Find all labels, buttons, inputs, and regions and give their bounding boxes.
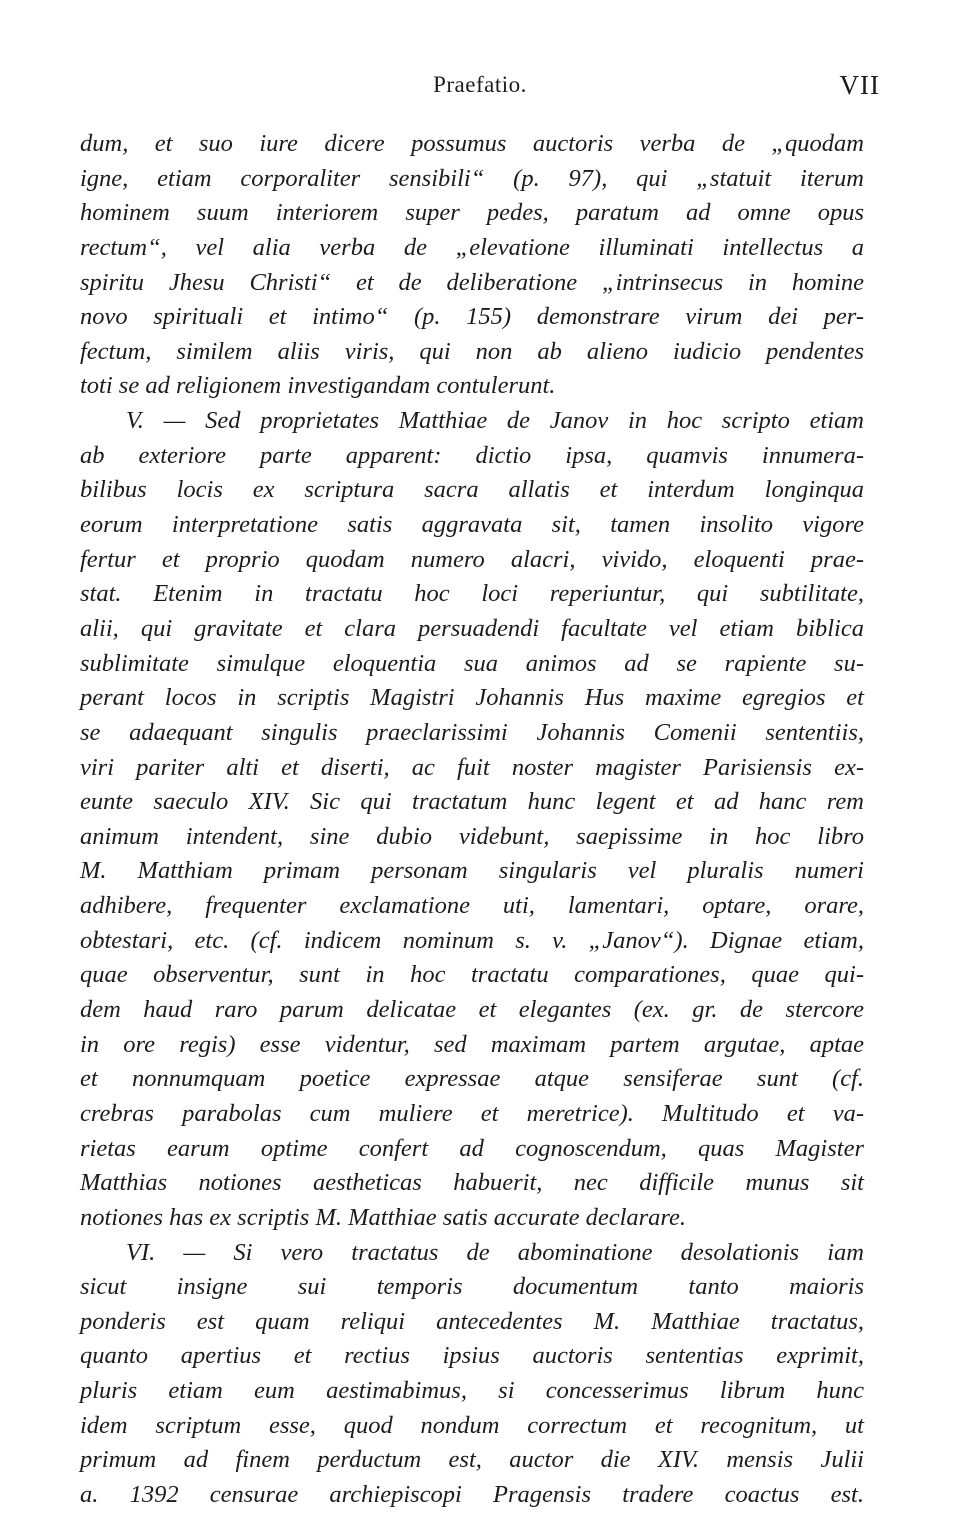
text-line: animum intendent, sine dubio videbunt, saepissime in hoc libro — [80, 822, 864, 850]
text-line: viri pariter alti et diserti, ac fuit noster magister Parisiensis ex- — [80, 753, 864, 781]
running-title: Praefatio. — [433, 72, 527, 97]
text-line: bilibus locis ex scriptura sacra allatis et interdum longinqua — [80, 476, 864, 504]
text-line: sicut insigne sui temporis documentum tanto maioris — [80, 1273, 864, 1301]
text-line: dum, et suo iure dicere possumus auctoris verba de „quodam — [80, 130, 864, 157]
text-line: fectum, similem aliis viris, qui non ab alieno iudicio pendentes — [80, 337, 864, 365]
text-line: dem haud raro parum delicatae et elegantes (ex. gr. de stercore — [80, 996, 864, 1024]
text-line: hominem suum interiorem super pedes, paratum ad omne opus — [80, 199, 864, 227]
text-line: M. Matthiam primam personam singularis vel pluralis numeri — [80, 857, 864, 885]
text-line: alii, qui gravitate et clara persuadendi facultate vel etiam biblica — [80, 614, 864, 642]
body-text — [80, 127, 864, 1513]
text-line: rectum“, vel alia verba de „elevatione illuminati intellectus a — [80, 233, 864, 261]
text-line: notiones has ex scriptis M. Matthiae satis accurate declarare. — [80, 1203, 687, 1231]
text-line: Matthias notiones aestheticas habuerit, nec difficile munus sit — [80, 1169, 864, 1197]
text-line: obtestari, etc. (cf. indicem nominum s. v. „Janov“). Dignae etiam, — [80, 926, 864, 954]
text-line: et nonnumquam poetice expressae atque sensiferae sunt (cf. — [80, 1065, 864, 1093]
text-line: idem scriptum esse, quod nondum correctum et recognitum, ut — [80, 1411, 864, 1439]
page-number: VII — [839, 70, 880, 100]
text-line: sublimitate simulque eloquentia sua animos ad se rapiente su- — [80, 649, 864, 677]
text-line: ab exteriore parte apparent: dictio ipsa, quamvis innumera- — [80, 441, 864, 469]
text-line: a. 1392 censurae archiepiscopi Pragensis tradere coactus est. — [80, 1480, 864, 1508]
text-line: crebras parabolas cum muliere et meretrice). Multitudo et va- — [80, 1099, 864, 1127]
text-line: novo spirituali et intimo“ (p. 155) demonstrare virum dei per- — [80, 303, 864, 331]
text-line: V. — Sed proprietates Matthiae de Janov in hoc scripto etiam — [126, 407, 864, 435]
text-line: spiritu Jhesu Christi“ et de deliberatione „intrinsecus in homine — [80, 268, 864, 296]
text-line: pluris etiam eum aestimabimus, si concesserimus librum hunc — [80, 1377, 864, 1405]
text-line: primum ad finem perductum est, auctor die XIV. mensis Julii — [80, 1446, 864, 1474]
text-line: toti se ad religionem investigandam contulerunt. — [80, 372, 556, 400]
text-line: quanto apertius et rectius ipsius auctoris sententias exprimit, — [80, 1342, 864, 1370]
text-line: quae observentur, sunt in hoc tractatu comparationes, quae qui- — [80, 961, 864, 989]
text-line: in ore regis) esse videntur, sed maximam partem argutae, aptae — [80, 1030, 864, 1058]
text-line: stat. Etenim in tractatu hoc loci reperiuntur, qui subtilitate, — [80, 580, 864, 608]
text-line: eorum interpretatione satis aggravata sit, tamen insolito vigore — [80, 511, 864, 539]
text-line: ponderis est quam reliqui antecedentes M. Matthiae tractatus, — [80, 1307, 864, 1335]
text-line: adhibere, frequenter exclamatione uti, lamentari, optare, orare, — [80, 892, 864, 920]
text-line: perant locos in scriptis Magistri Johannis Hus maxime egregios et — [80, 684, 864, 712]
text-line: VI. — Si vero tractatus de abominatione desolationis iam — [126, 1238, 864, 1266]
text-line: eunte saeculo XIV. Sic qui tractatum hunc legent et ad hanc rem — [80, 788, 864, 816]
text-line: rietas earum optime confert ad cognoscendum, quas Magister — [80, 1134, 864, 1162]
text-line: fertur et proprio quodam numero alacri, vivido, eloquenti prae- — [80, 545, 864, 573]
text-line: se adaequant singulis praeclarissimi Johannis Comenii sententiis, — [80, 718, 864, 746]
text-line: igne, etiam corporaliter sensibili“ (p. 97), qui „statuit iterum — [80, 164, 864, 192]
running-head — [80, 72, 880, 112]
